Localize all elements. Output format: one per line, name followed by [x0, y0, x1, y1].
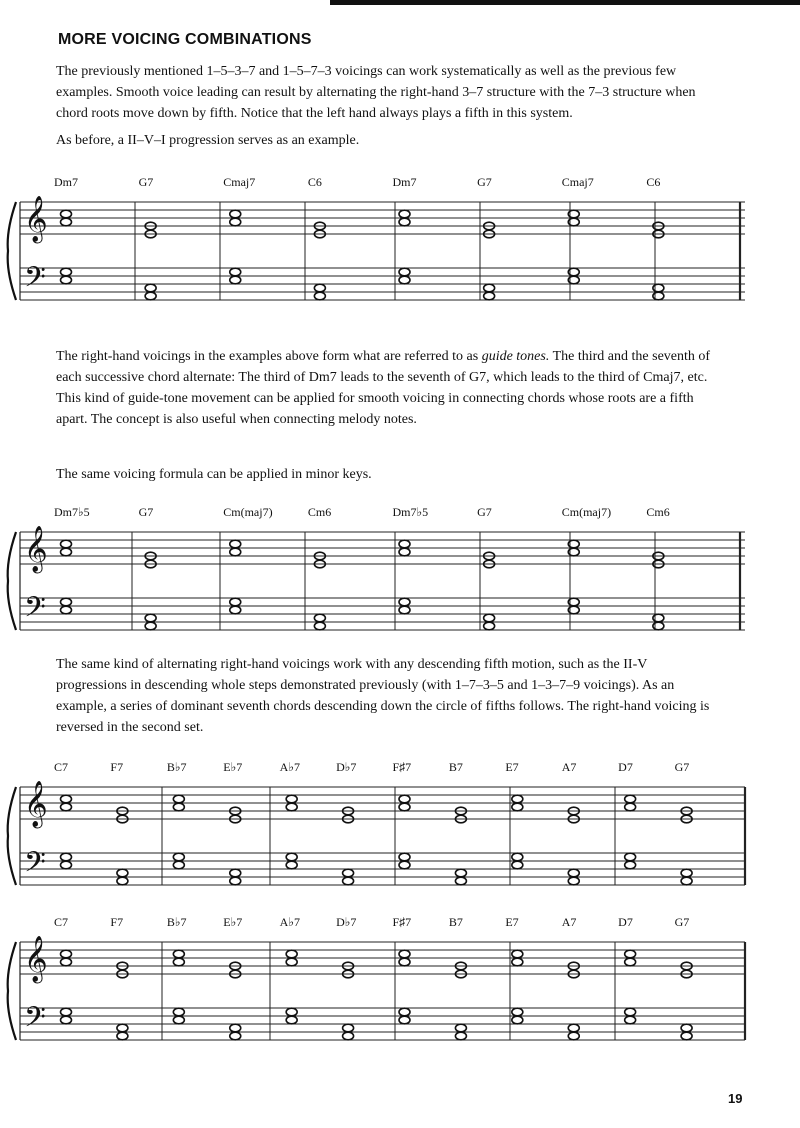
chord-symbol: G7 — [674, 760, 690, 774]
guide-tones-text-2: The third and the seventh of each successive chord alternate: The third of Dm7 leads to the seventh of G7, which leads to the third of Cmaj7, etc. This kind of guide-tone movement can be applied for smooth voicing in connecting chords whose roots are a fifth apart. The concept is also useful when connecting melody notes. — [56, 349, 711, 427]
bass-note-head — [512, 1016, 523, 1024]
treble-note-head — [173, 803, 184, 811]
treble-note-head — [512, 950, 523, 958]
treble-note-head — [399, 210, 410, 218]
bass-note-head — [568, 869, 579, 877]
bass-note-head — [399, 598, 410, 606]
chord-symbol: A♭7 — [279, 760, 300, 774]
bass-note-head — [343, 877, 354, 885]
chord-symbol: B7 — [448, 915, 463, 929]
chord-symbol: F7 — [110, 760, 124, 774]
bass-note-head — [681, 869, 692, 877]
treble-clef-icon: 𝄞 — [24, 781, 48, 827]
dominant-set-1-system — [0, 755, 800, 890]
bass-note-head — [173, 1016, 184, 1024]
treble-note-head — [625, 803, 636, 811]
page-heading: MORE VOICING COMBINATIONS — [58, 31, 312, 48]
chord-symbol: E♭7 — [223, 760, 243, 774]
treble-note-head — [399, 540, 410, 548]
treble-note-head — [625, 950, 636, 958]
dominant-paragraph: The same kind of alternating right-hand voicings work with any descending fifth motion, such as the II-V progressions in descending whole steps demonstrated previously (with 1–7–3–5 and 1–3–7–9 voicings). As an example, a series of dominant seventh chords descending down the circle of fifths follows. The right-hand voicing is reversed in the second set. — [56, 657, 710, 735]
treble-clef-icon: 𝄞 — [24, 526, 48, 572]
bass-note-head — [286, 1008, 297, 1016]
bass-note-head — [455, 1032, 466, 1040]
bass-note-head — [145, 284, 156, 292]
bass-note-head — [512, 1008, 523, 1016]
chord-symbol: A7 — [561, 760, 577, 774]
bass-note-head — [61, 598, 72, 606]
bass-note-head — [625, 853, 636, 861]
chord-symbol: F♯7 — [392, 760, 412, 774]
bass-note-head — [568, 877, 579, 885]
bass-note-head — [61, 1008, 72, 1016]
dominant-set-2-system — [0, 910, 800, 1045]
treble-note-head — [625, 958, 636, 966]
treble-note-head — [173, 950, 184, 958]
treble-note-head — [230, 218, 241, 226]
bass-note-head — [230, 1024, 241, 1032]
bass-clef-icon: 𝄢 — [24, 1001, 46, 1041]
treble-note-head — [61, 540, 72, 548]
chord-symbol: D♭7 — [336, 915, 357, 929]
treble-note-head — [173, 795, 184, 803]
chord-symbol: F7 — [110, 915, 124, 929]
chord-symbol: A♭7 — [279, 915, 300, 929]
bass-note-head — [230, 877, 241, 885]
chord-symbol: D7 — [618, 760, 633, 774]
bass-note-head — [625, 861, 636, 869]
treble-note-head — [61, 950, 72, 958]
chord-symbol: B♭7 — [166, 915, 187, 929]
bass-clef-icon: 𝄢 — [24, 261, 46, 301]
treble-note-head — [286, 803, 297, 811]
bass-note-head — [286, 853, 297, 861]
treble-note-head — [230, 540, 241, 548]
treble-note-head — [399, 795, 410, 803]
example-intro-paragraph: As before, a II–V–I progression serves as an example. — [56, 133, 360, 148]
chord-symbol: E♭7 — [223, 915, 243, 929]
chord-symbol: Cmaj7 — [561, 175, 594, 189]
bass-note-head — [314, 622, 325, 630]
chord-symbol: Dm7♭5 — [392, 505, 429, 519]
bass-note-head — [343, 1024, 354, 1032]
bass-note-head — [455, 877, 466, 885]
bass-note-head — [230, 598, 241, 606]
bass-note-head — [61, 861, 72, 869]
bass-note-head — [314, 284, 325, 292]
chord-symbol: C7 — [54, 760, 69, 774]
chord-symbol: C6 — [307, 175, 322, 189]
bass-note-head — [61, 1016, 72, 1024]
chord-symbol: D♭7 — [336, 760, 357, 774]
chord-symbol: Cm6 — [646, 505, 670, 519]
treble-note-head — [399, 548, 410, 556]
bass-note-head — [343, 1032, 354, 1040]
chord-symbol: Dm7 — [54, 175, 78, 189]
bass-note-head — [484, 284, 495, 292]
bass-note-head — [484, 622, 495, 630]
bass-clef-icon: 𝄢 — [24, 591, 46, 631]
bass-note-head — [512, 861, 523, 869]
minor-example-system — [0, 500, 800, 635]
major-example-system — [0, 170, 800, 305]
treble-note-head — [512, 803, 523, 811]
bass-note-head — [568, 1024, 579, 1032]
brace-icon — [8, 942, 16, 1040]
bass-note-head — [117, 1024, 128, 1032]
treble-note-head — [399, 950, 410, 958]
bass-note-head — [145, 622, 156, 630]
chord-symbol: G7 — [138, 175, 154, 189]
treble-note-head — [61, 795, 72, 803]
bass-note-head — [230, 268, 241, 276]
treble-note-head — [399, 803, 410, 811]
bass-note-head — [343, 869, 354, 877]
bass-note-head — [314, 614, 325, 622]
intro-paragraph: The previously mentioned 1–5–3–7 and 1–5–7–3 voicings can work systematically as well as the previous few examples. Smooth voice leading can result by alternating the right-hand 3–7 structure with the 7–3 structure when chord roots move down by fifth. Notice that the left hand always plays a fifth in this system. — [56, 64, 696, 121]
bass-note-head — [512, 853, 523, 861]
treble-clef-icon: 𝄞 — [24, 936, 48, 982]
minor-keys-paragraph: The same voicing formula can be applied in minor keys. — [56, 467, 372, 482]
bass-note-head — [399, 276, 410, 284]
bass-note-head — [230, 606, 241, 614]
treble-note-head — [625, 795, 636, 803]
treble-note-head — [399, 958, 410, 966]
chord-symbol: C7 — [54, 915, 69, 929]
minor-ii-v-i-example — [0, 500, 800, 635]
chord-symbol: Cm6 — [307, 505, 332, 519]
chord-symbol: C6 — [646, 175, 661, 189]
bass-note-head — [399, 861, 410, 869]
chord-symbol: Dm7 — [392, 175, 417, 189]
bass-note-head — [455, 869, 466, 877]
bass-note-head — [117, 1032, 128, 1040]
treble-note-head — [286, 958, 297, 966]
treble-clef-icon: 𝄞 — [24, 196, 48, 242]
bass-note-head — [484, 292, 495, 300]
bass-note-head — [314, 292, 325, 300]
treble-note-head — [61, 210, 72, 218]
chord-symbol: B7 — [448, 760, 463, 774]
dominant-set-1-example — [0, 755, 800, 890]
bass-note-head — [145, 292, 156, 300]
guide-tones-term: guide tones. — [481, 349, 550, 364]
bass-note-head — [173, 861, 184, 869]
treble-note-head — [286, 950, 297, 958]
bass-note-head — [230, 869, 241, 877]
bass-note-head — [625, 1016, 636, 1024]
bass-note-head — [230, 1032, 241, 1040]
treble-note-head — [512, 795, 523, 803]
brace-icon — [8, 787, 16, 885]
chord-symbol: E7 — [505, 760, 519, 774]
chord-symbol: B♭7 — [166, 760, 187, 774]
chord-symbol: Cm(maj7) — [223, 505, 273, 519]
treble-note-head — [61, 548, 72, 556]
chord-symbol: G7 — [477, 505, 492, 519]
bass-note-head — [681, 877, 692, 885]
bass-note-head — [455, 1024, 466, 1032]
brace-icon — [8, 202, 16, 300]
top-rule — [330, 0, 800, 5]
treble-note-head — [230, 210, 241, 218]
treble-note-head — [61, 803, 72, 811]
bass-note-head — [681, 1032, 692, 1040]
chord-symbol: A7 — [561, 915, 577, 929]
major-ii-v-i-example — [0, 170, 800, 305]
chord-symbol: E7 — [505, 915, 519, 929]
bass-note-head — [625, 1008, 636, 1016]
bass-note-head — [61, 853, 72, 861]
treble-note-head — [61, 958, 72, 966]
treble-note-head — [512, 958, 523, 966]
bass-note-head — [117, 877, 128, 885]
treble-note-head — [286, 795, 297, 803]
bass-note-head — [173, 1008, 184, 1016]
bass-note-head — [117, 869, 128, 877]
chord-symbol: G7 — [477, 175, 492, 189]
bass-note-head — [399, 606, 410, 614]
bass-note-head — [286, 1016, 297, 1024]
bass-note-head — [399, 268, 410, 276]
bass-clef-icon: 𝄢 — [24, 846, 46, 886]
chord-symbol: G7 — [674, 915, 690, 929]
bass-note-head — [61, 268, 72, 276]
chord-symbol: Cmaj7 — [223, 175, 256, 189]
page-number: 19 — [728, 1091, 743, 1106]
chord-symbol: Dm7♭5 — [54, 505, 90, 519]
brace-icon — [8, 532, 16, 630]
bass-note-head — [399, 1016, 410, 1024]
treble-note-head — [61, 218, 72, 226]
bass-note-head — [484, 614, 495, 622]
guide-tones-paragraph — [56, 346, 722, 430]
treble-note-head — [230, 548, 241, 556]
bass-note-head — [145, 614, 156, 622]
treble-note-head — [399, 218, 410, 226]
chord-symbol: Cm(maj7) — [561, 505, 612, 519]
guide-tones-text-1: The right-hand voicings in the examples above form what are referred to as — [56, 349, 482, 364]
chord-symbol: G7 — [138, 505, 154, 519]
bass-note-head — [61, 276, 72, 284]
bass-note-head — [61, 606, 72, 614]
dominant-set-2-example — [0, 910, 800, 1045]
bass-note-head — [173, 853, 184, 861]
bass-note-head — [568, 1032, 579, 1040]
chord-symbol: F♯7 — [392, 915, 412, 929]
chord-symbol: D7 — [618, 915, 633, 929]
treble-note-head — [173, 958, 184, 966]
bass-note-head — [681, 1024, 692, 1032]
bass-note-head — [399, 853, 410, 861]
bass-note-head — [286, 861, 297, 869]
bass-note-head — [399, 1008, 410, 1016]
bass-note-head — [230, 276, 241, 284]
